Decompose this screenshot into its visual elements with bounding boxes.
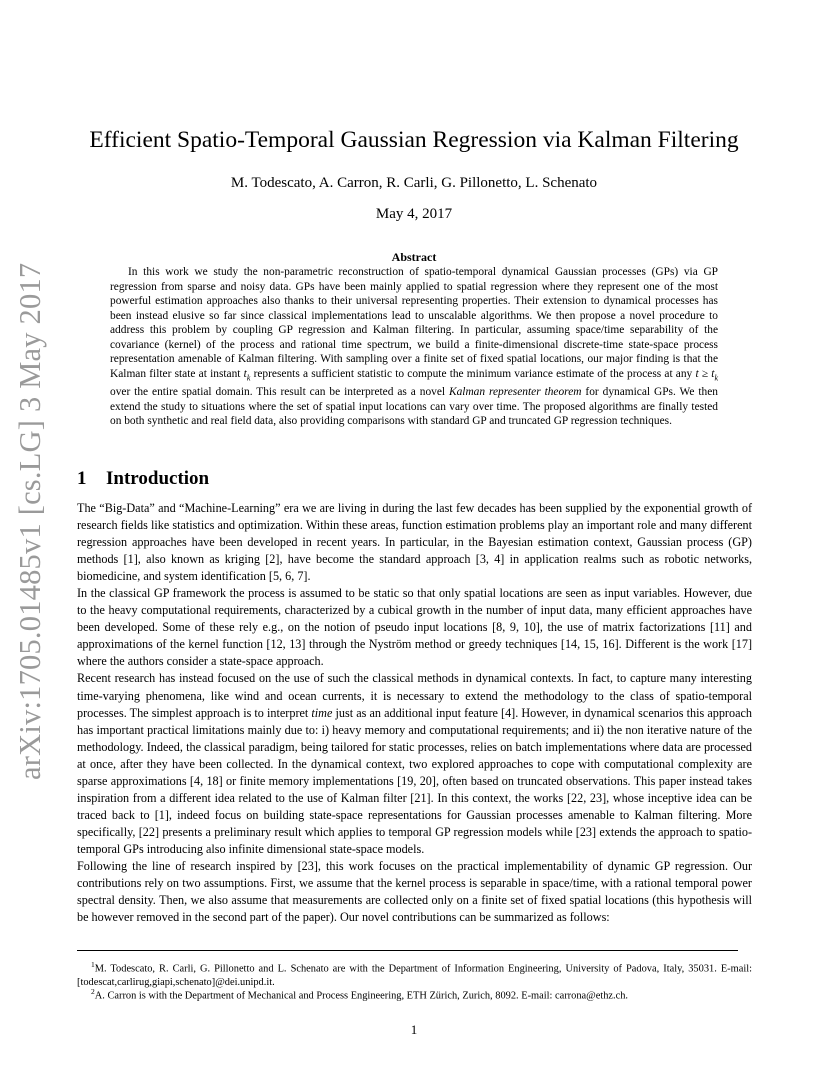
abstract-text-4: for dynamical GPs. We then extend the study to situations where the set of spatial input locations can vary over time. The proposed algorithms are finally tested on both synthetic and real field data, also providing comparisons with standard GP and truncated GP regression techniques. (110, 386, 718, 428)
body-paragraph-1: The “Big-Data” and “Machine-Learning” era we are living in during the last few decades has been supplied by the exponential growth of research fields like statistics and optimization. Within these areas, function estimation problems play an important role and many different regression approaches have been developed in recent years. In particular, in the Bayesian estimation context, Gaussian process (GP) methods [1], also known as kriging [2], have become the standard approach [3, 4] in application realms such as robotic networks, biomedicine, and system identification [5, 6, 7]. (77, 501, 752, 584)
publication-date: May 4, 2017 (375, 206, 453, 222)
author-list: M. Todescato, A. Carron, R. Carli, G. Pillonetto, L. Schenato (230, 175, 598, 191)
section-heading-introduction (77, 466, 677, 492)
footnote-2-paragraph (77, 985, 752, 1003)
abstract-text-2: represents a sufficient statistic to compute the minimum variance estimate of the process at any (250, 367, 696, 380)
abstract-heading: Abstract (391, 250, 437, 264)
arxiv-identifier: arXiv:1705.01485v1 [cs.LG] 3 May 2017 (13, 262, 47, 780)
abstract-paragraph (110, 265, 718, 429)
section-number: 1 (77, 468, 87, 489)
introduction-body (77, 500, 752, 926)
math-t: t (243, 367, 247, 380)
abstract-text-1: In this work we study the non-parametric reconstruction of spatio-temporal dynamical Gaussian processes (GPs) via GP regression from sparse and noisy data. GPs have been mainly applied to spatial regression where they represent one of the most powerful estimation approaches also thanks to their universal representing properties. Their extension to dynamical processes has been instead elusive so far since classical implementations lead to unscalable algorithms. We then propose a novel procedure to address this problem by coupling GP regression and Kalman filtering. In particular, assuming space/time separability of the covariance (kernel) of the process and rational time spectrum, we build a finite-dimensional discrete-time state-space process representation amenable of Kalman filtering. With sampling over a finite set of fixed spatial locations, our major finding is that the Kalman filter state at instant (110, 266, 718, 380)
math-inequality: t ≥ t (695, 367, 715, 380)
paper-title: Efficient Spatio-Temporal Gaussian Regression via Kalman Filtering (89, 127, 739, 153)
footnote-2-mark: 2 (91, 987, 95, 996)
footnote-1-mark: 1 (91, 960, 95, 969)
abstract-text-3: over the entire spatial domain. This result can be interpreted as a novel (110, 386, 449, 399)
body-italic-time: time (311, 705, 333, 720)
body-paragraph-2: In the classical GP framework the process is assumed to be static so that only spatial locations are seen as input variables. However, due to the heavy computational requirements, characterized by a cubical growth in the number of input data, many efficient approaches have been developed. Some of these rely e.g., on the notion of pseudo input locations [8, 9, 10], the use of matrix factorizations [11] and approximations of the kernel function [12, 13] through the Nyström method or greedy techniques [14, 15, 16]. Different is the work [17] where the authors consider a state-space approach. (77, 586, 752, 669)
arxiv-watermark (10, 260, 50, 780)
body-paragraph-3 (77, 670, 752, 858)
body-paragraph-3-text-b: just as an additional input feature [4]. However, in dynamical scenarios this approach has important practical limitations mainly due to: i) heavy memory and computational requirements; and ii) the non iterative nature of the methodology. Indeed, the classical paradigm, being tailored for static processes, relies on batch implementations where data are processed at once, after they have been collected. In the dynamical context, two explored approaches to cope with computational complexity are sparse approximations [4, 18] or finite memory implementations [19, 20], often based on truncated observations. This paper instead takes inspiration from a different idea related to the use of Kalman filter [21]. In this context, the works [22, 23], whose inceptive idea can be traced back to [1], indeed focus on building state-space representations for Gaussian processes amenable to Kalman filtering. More specifically, [22] presents a preliminary result which applies to temporal GP regression models while [23] extends the approach to spatio-temporal GPs introducing also infinite dimensional state-space models. (77, 705, 752, 856)
footnote-2-text: A. Carron is with the Department of Mechanical and Process Engineering, ETH Zürich, Zurich, 8092. E-mail: carrona@ethz.ch. (94, 990, 629, 1002)
math-sub-k: k (246, 372, 251, 382)
abstract-italic-term: Kalman representer theorem (448, 386, 582, 399)
page-number: 1 (410, 1022, 418, 1037)
footnote-2 (77, 985, 752, 1003)
abstract-body (110, 265, 718, 429)
math-sub-k-2: k (714, 372, 718, 382)
footnote-rule (77, 950, 738, 951)
body-paragraph-3-text-a: Recent research has instead focused on the use of such the classical methods in dynamical contexts. In fact, to capture many interesting time-varying phenomena, like wind and ocean currents, it is necessary to extend the methodology to the class of spatio-temporal processes. The simplest approach is to interpret (77, 671, 752, 720)
footnote-1-text: M. Todescato, R. Carli, G. Pillonetto and L. Schenato are with the Department of Information Engineering, University of Padova, Italy, 35031. E-mail: [todescat,carlirug,giapi,schenato]@dei.unipd.it. (77, 963, 752, 988)
body-paragraph-4: Following the line of research inspired by [23], this work focuses on the practical implementability of dynamic GP regression. Our contributions rely on two assumptions. First, we assume that the kernel process is separable in space/time, with a rational temporal power spectral density. Then, we also assume that measurements are collected only on a finite set of fixed spatial locations (this hypothesis will be however removed in the second part of the paper). Our novel contributions can be summarized as follows: (77, 858, 752, 925)
section-title: Introduction (106, 468, 210, 489)
